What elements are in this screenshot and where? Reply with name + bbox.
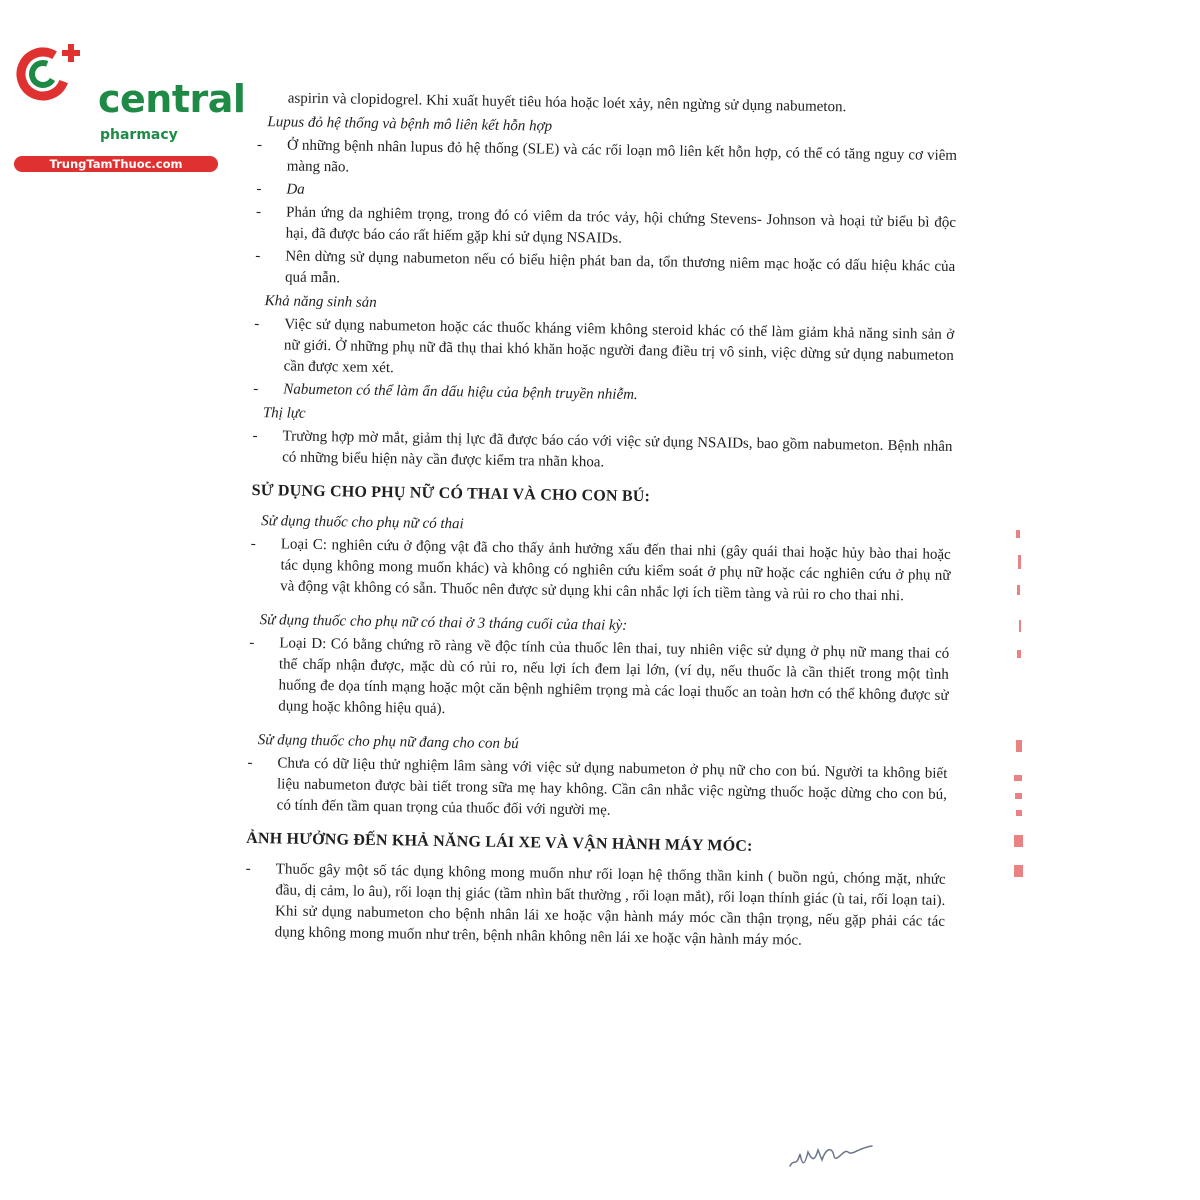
list-item bbox=[245, 859, 946, 954]
stamp-edge-icon bbox=[1008, 525, 1028, 895]
first-line: aspirin và clopidogrel. Khi xuất huyết tiêu hóa hoặc loét xảy, nên ngừng sử dụng nabumeton. bbox=[287, 90, 847, 116]
list-item-text: Loại D: Có bằng chứng rõ ràng về độc tính của thuốc lên thai, tuy nhiên việc sử dụng ở phụ nữ mang thai có thể chấp nhận được, mặc dù có rủi ro, nếu lợi ích đem lại lớn, (ví dụ, nếu thuốc là cần thiết trong một tình huống đe dọa tính mạng hoặc một căn bệnh nghiêm trọng mà các loại thuốc an toàn hơn có thể không được sử dụng hoặc không hiệu quả). bbox=[278, 635, 950, 718]
logo-url-banner: TrungTamThuoc.com bbox=[14, 156, 218, 172]
pharmacy-logo bbox=[10, 38, 246, 171]
list-item bbox=[248, 633, 949, 728]
list-item-text: Nên dừng sử dụng nabumeton nếu có biểu hiện phát ban da, tổn thương niêm mạc hoặc có dấu hiệu khác của quá mẫn. bbox=[284, 248, 956, 287]
list-item bbox=[253, 314, 954, 388]
list-item bbox=[247, 753, 948, 827]
logo-subtitle: pharmacy bbox=[100, 127, 178, 143]
subheading-breastfeeding: Sử dụng thuốc cho phụ nữ đang cho con bú bbox=[257, 732, 519, 753]
bullet-dash: - bbox=[252, 427, 258, 445]
bullet-dash: - bbox=[245, 860, 251, 877]
section-heading-pregnancy: SỬ DỤNG CHO PHỤ NỮ CÓ THAI VÀ CHO CON BÚ: bbox=[251, 481, 651, 506]
bullet-dash: - bbox=[247, 754, 253, 771]
bullet-dash: - bbox=[256, 136, 263, 154]
list-item-text: Nabumeton có thể làm ẩn dấu hiệu của bệnh truyền nhiễm. bbox=[283, 381, 638, 404]
bullet-dash: - bbox=[253, 380, 259, 398]
document-body bbox=[245, 88, 958, 956]
list-item-text: Trường hợp mờ mắt, giảm thị lực đã được báo cáo với việc sử dụng NSAIDs, bao gồm nabumeton. Bệnh nhân có những biểu hiện này cần được kiểm tra nhãn khoa. bbox=[282, 428, 953, 471]
subheading-skin: Da bbox=[286, 181, 305, 198]
list-item-text: Phản ứng da nghiêm trọng, trong đó có viêm da tróc vảy, hội chứng Stevens- Johnson và hoại tử biểu bì độc hại, đã được báo cáo rất hiếm gặp khi sử dụng NSAIDs. bbox=[285, 204, 957, 247]
section-heading-driving: ẢNH HƯỞNG ĐẾN KHẢ NĂNG LÁI XE VÀ VẬN HÀNH MÁY MÓC: bbox=[246, 829, 753, 855]
list-item bbox=[252, 426, 953, 479]
signature-icon bbox=[786, 1128, 876, 1178]
list-item bbox=[255, 246, 956, 299]
subheading-lupus: Lupus đỏ hệ thống và bệnh mô liên kết hỗn hợp bbox=[267, 114, 553, 135]
bullet-dash: - bbox=[254, 315, 260, 333]
logo-name: central bbox=[98, 77, 246, 121]
subheading-vision: Thị lực bbox=[262, 405, 306, 422]
logo-mark-icon bbox=[10, 38, 90, 104]
subheading-third-trimester: Sử dụng thuốc cho phụ nữ có thai ở 3 tháng cuối của thai kỳ: bbox=[259, 612, 628, 634]
list-item-text: Ở những bệnh nhân lupus đỏ hệ thống (SLE) và các rối loạn mô liên kết hỗn hợp, có thể có tăng nguy cơ viêm màng não. bbox=[286, 137, 958, 176]
list-item-text: Thuốc gây một số tác dụng không mong muốn như rối loạn hệ thống thần kinh ( buồn ngủ, chóng mặt, nhức đầu, dị cảm, lo âu), rối loạn thị giác (tầm nhìn bất thường , rối loạn mắt), rối loạn thính giác (ù tai, rối loạn tai). Khi sử dụng nabumeton cho bệnh nhân lái xe hoặc vận hành máy móc cần thận trọng, nếu gặp phải các tác dụng không mong muốn như trên, bệnh nhân không nên lái xe hoặc vận hành máy móc. bbox=[274, 861, 946, 949]
bullet-dash: - bbox=[255, 247, 261, 265]
list-item-text: Loại C: nghiên cứu ở động vật đã cho thấy ảnh hưởng xấu đến thai nhi (gây quái thai hoặc hủy bào thai hoặc tác dụng không mong muốn khác) và không có nghiên cứu kiểm soát ở phụ nữ hoặc các nghiên cứu ở phụ nữ và động vật không có sẵn. Thuốc nên được sử dụng khi cân nhắc lợi ích tiềm tàng và rủi ro cho thai nhi. bbox=[280, 536, 951, 605]
list-item bbox=[250, 534, 951, 608]
subheading-fertility: Khả năng sinh sản bbox=[264, 293, 377, 311]
bullet-dash: - bbox=[249, 634, 255, 652]
bullet-dash: - bbox=[256, 180, 262, 198]
list-item-text: Việc sử dụng nabumeton hoặc các thuốc kháng viêm không steroid khác có thể làm giảm khả năng sinh sản ở nữ giới. Ở những phụ nữ đã thụ thai khó khăn hoặc người đang điều trị vô sinh, việc dừng sử dụng nabumeton cần được xem xét. bbox=[283, 316, 955, 377]
bullet-dash: - bbox=[255, 203, 262, 221]
subheading-pregnant: Sử dụng thuốc cho phụ nữ có thai bbox=[261, 513, 464, 533]
bullet-dash: - bbox=[250, 535, 256, 553]
list-item-text: Chưa có dữ liệu thử nghiệm lâm sàng với việc sử dụng nabumeton ở phụ nữ cho con bú. Người ta không biết liệu nabumeton được bài tiết trong sữa mẹ hay không. Cần cân nhắc việc ngừng thuốc hoặc dừng cho con bú, có tính đến tầm quan trọng của thuốc đối với người mẹ. bbox=[276, 755, 948, 819]
